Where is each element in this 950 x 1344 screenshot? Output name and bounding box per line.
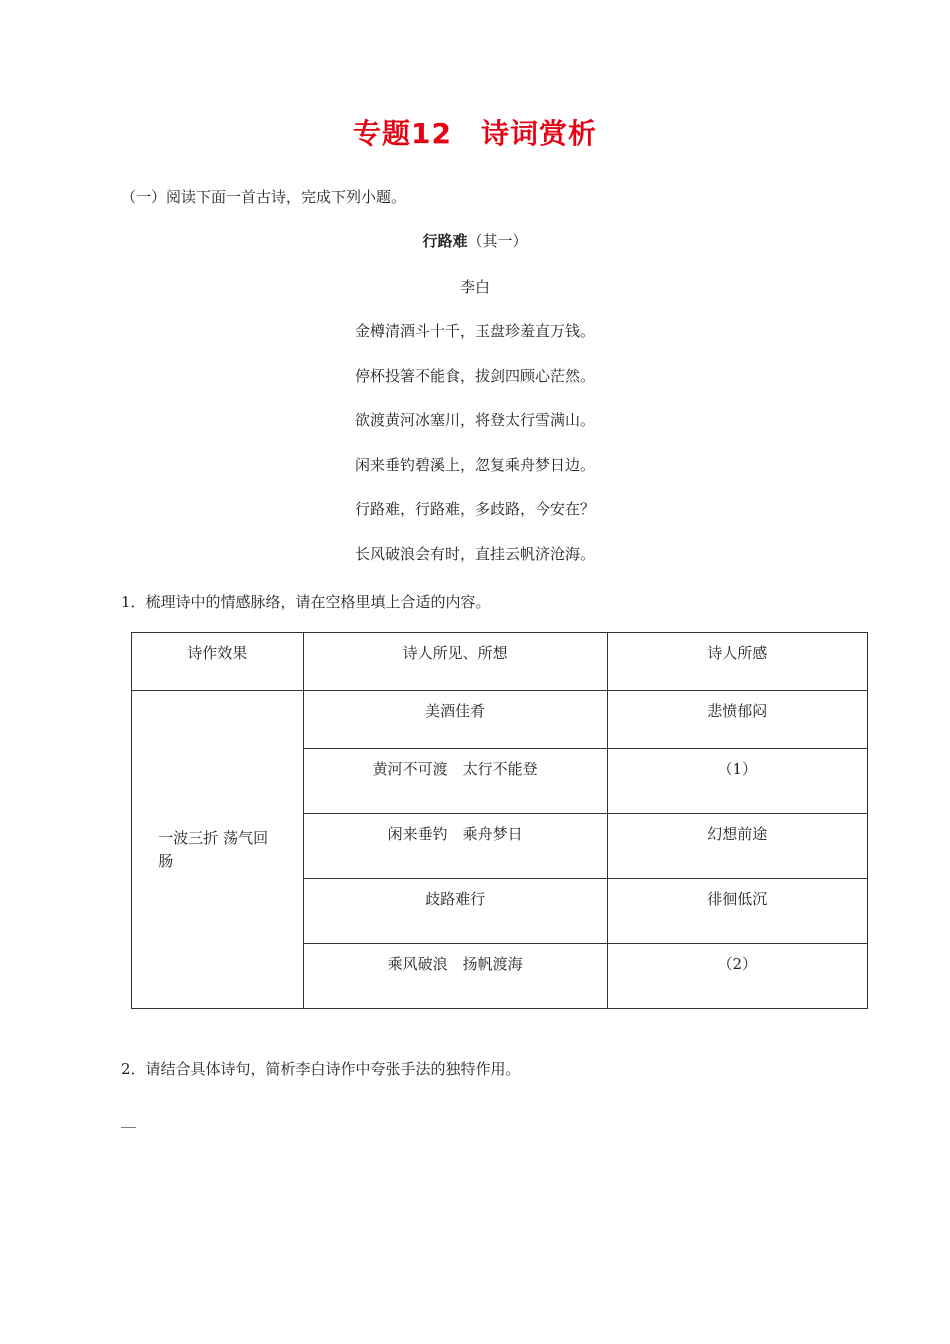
page-title: 专题12 诗词赏析 [353,117,597,150]
seen-text: 黄河不可渡 太行不能登 [372,760,538,778]
felt-text: 悲愤郁闷 [707,702,768,720]
section-intro: （一）阅读下面一首古诗，完成下列小题。 [121,188,407,206]
felt-text: （2） [717,955,758,973]
seen-text: 歧路难行 [425,890,486,908]
poem-line: 停杯投箸不能食，拔剑四顾心茫然。 [354,366,595,385]
header-effect: 诗作效果 [187,644,248,662]
table-header-cell [132,633,304,691]
emotion-flow-table [131,632,868,1009]
poem-title-main: 行路难 [422,232,468,250]
poem-subtitle: （其一） [467,232,528,250]
poem-title [0,230,950,251]
poem-body [0,320,950,588]
poem-line: 闲来垂钓碧溪上，忽复乘舟梦日边。 [354,455,595,474]
header-seen: 诗人所见、所想 [402,644,508,662]
table-cell [607,814,867,879]
header-felt: 诗人所感 [707,644,768,662]
question-1: 1．梳理诗中的情感脉络，请在空格里填上合适的内容。 [121,593,491,611]
answer-blank-2[interactable] [607,944,867,1009]
seen-text: 闲来垂钓 乘舟梦日 [387,825,523,843]
table-header-cell [607,633,867,691]
table-cell [303,814,607,879]
effect-text: 一波三折 荡气回肠 [158,828,269,870]
poem-line: 欲渡黄河冰塞川，将登太行雪满山。 [354,411,595,430]
seen-text: 美酒佳肴 [425,702,486,720]
table-cell [303,879,607,944]
table-header-row [132,633,868,691]
felt-text: 徘徊低沉 [707,890,768,908]
poem-line: 金樽清酒斗十千，玉盘珍羞直万钱。 [354,322,595,340]
table-cell [607,879,867,944]
table-cell [303,691,607,749]
table-cell [607,691,867,749]
answer-blank-line[interactable]: __ [121,1110,136,1128]
felt-text: （1） [717,760,758,778]
poem-line: 行路难，行路难，多歧路，今安在？ [354,500,595,519]
table-row [132,691,868,749]
question-2: 2．请结合具体诗句，简析李白诗作中夸张手法的独特作用。 [121,1060,521,1078]
table-cell [303,749,607,814]
poem-line: 长风破浪会有时，直挂云帆济沧海。 [354,544,595,563]
seen-text: 乘风破浪 扬帆渡海 [387,955,523,973]
table-header-cell [303,633,607,691]
table-cell [303,944,607,1009]
answer-blank-1[interactable] [607,749,867,814]
effect-cell [132,691,304,1009]
felt-text: 幻想前途 [707,825,768,843]
poem-author: 李白 [459,278,490,296]
